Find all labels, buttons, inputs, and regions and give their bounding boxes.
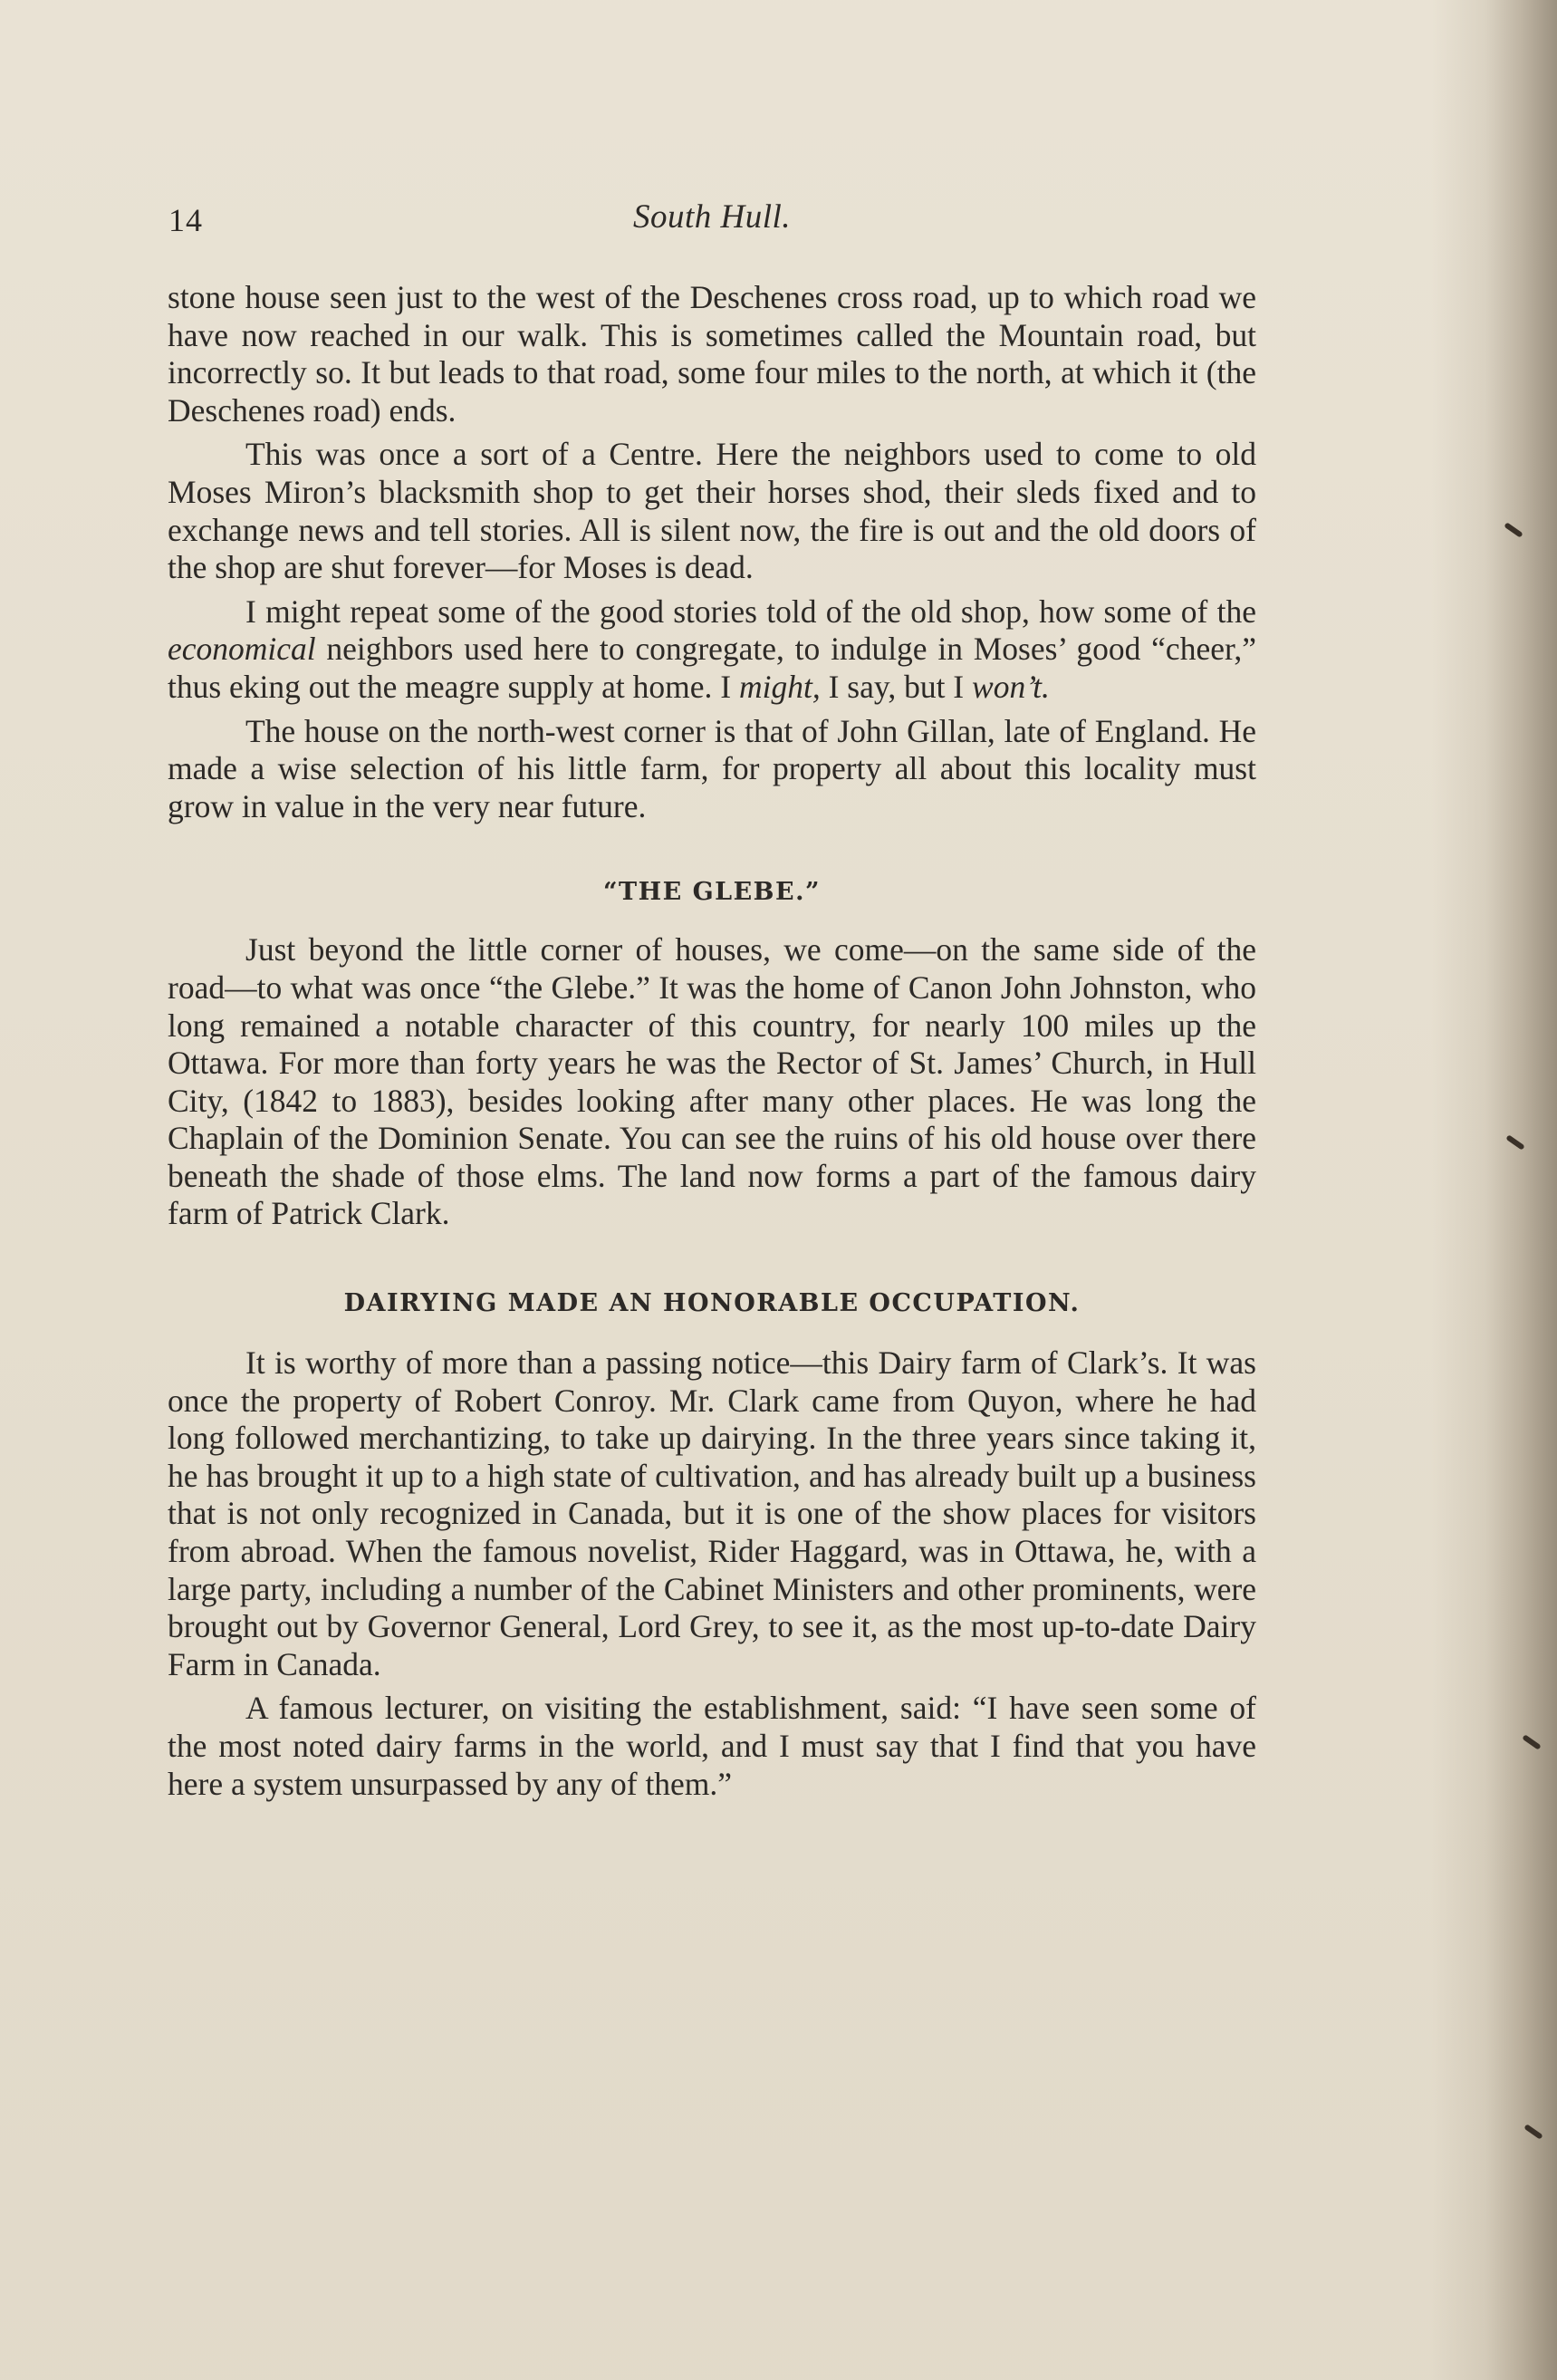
page-header xyxy=(168,198,1255,252)
page-number: 14 xyxy=(168,202,203,238)
paragraph-dairying-2: A famous lecturer, on visiting the establishment, said: “I have seen some of the most noted dairy farms in the world, and I must say that I find that you have here a system unsurpassed by any of them.” xyxy=(168,1690,1256,1802)
text-run: I say, but I xyxy=(820,668,973,705)
page-edge-mark xyxy=(1522,1734,1541,1750)
paragraph-dairying-1: It is worthy of more than a passing notice—this Dairy farm of Clark’s. It was once the property of Robert Conroy. Mr. Clark came from Quyon, where he had long followed merchantizing, to take up dairying. In the three years since taking it, he has brought it up to a high state of cultivation, and has already built up a business that is not only recognized in Canada, but it is one of the show places for visitors from abroad. When the famous novelist, Rider Haggard, was in Ottawa, he, with a large party, including a number of the Cabinet Ministers and other prominents, were brought out by Governor General, Lord Grey, to see it, as the most up-to-date Dairy Farm in Canada. xyxy=(168,1344,1256,1682)
running-head: South Hull. xyxy=(632,198,792,236)
paragraph-intro-1: stone house seen just to the west of the Deschenes cross road, up to which road we have now reached in our walk. This is sometimes called the Mountain road, but incorrectly so. It but leads to that road, some four miles to the north, at which it (the Deschenes road) ends. xyxy=(168,279,1256,429)
paragraph-glebe-1: Just beyond the little corner of houses, we come—on the same side of the road—to what was once “the Glebe.” It was the home of Canon John Johnston, who long remained a notable character of this country, for nearly 100 miles up the Ottawa. For more than forty years he was the Rector of St. James’ Church, in Hull City, (1842 to 1883), besides looking after many other places. He was long the Chaplain of the Dominion Senate. You can see the ruins of his old house over there beneath the shade of those elms. The land now forms a part of the famous dairy farm of Patrick Clark. xyxy=(168,931,1256,1232)
section-heading-dairying: DAIRYING MADE AN HONORABLE OCCUPATION. xyxy=(343,1289,1081,1318)
emphasis-might: might, xyxy=(738,668,821,705)
body-text xyxy=(168,279,1256,1809)
paragraph-intro-3 xyxy=(168,593,1256,707)
page-edge-mark xyxy=(1505,1134,1524,1151)
page-edge-mark xyxy=(1504,522,1523,538)
emphasis-wont: won’t. xyxy=(972,668,1050,705)
paragraph-intro-4: The house on the north-west corner is that of John Gillan, late of England. He made a wise selection of his little farm, for property all about this locality must grow in value in the very near future. xyxy=(168,712,1256,824)
section-heading-glebe: “THE GLEBE.” xyxy=(602,878,822,907)
page-edge-mark xyxy=(1523,2124,1543,2140)
emphasis-economical: economical xyxy=(168,631,316,668)
text-run: neighbors used here to congregate, to indulge in Moses’ good “cheer,” thus eking out the meagre supply at home. I xyxy=(168,631,1256,705)
text-run: I might repeat some of the good stories told of the old shop, how some of the xyxy=(245,593,1256,630)
paragraph-intro-2: This was once a sort of a Centre. Here the neighbors used to come to old Moses Miron’s blacksmith shop to get their horses shod, their sleds fixed and to exchange news and tell stories. All is silent now, the fire is out and the old doors of the shop are shut forever—for Moses is dead. xyxy=(168,436,1256,586)
